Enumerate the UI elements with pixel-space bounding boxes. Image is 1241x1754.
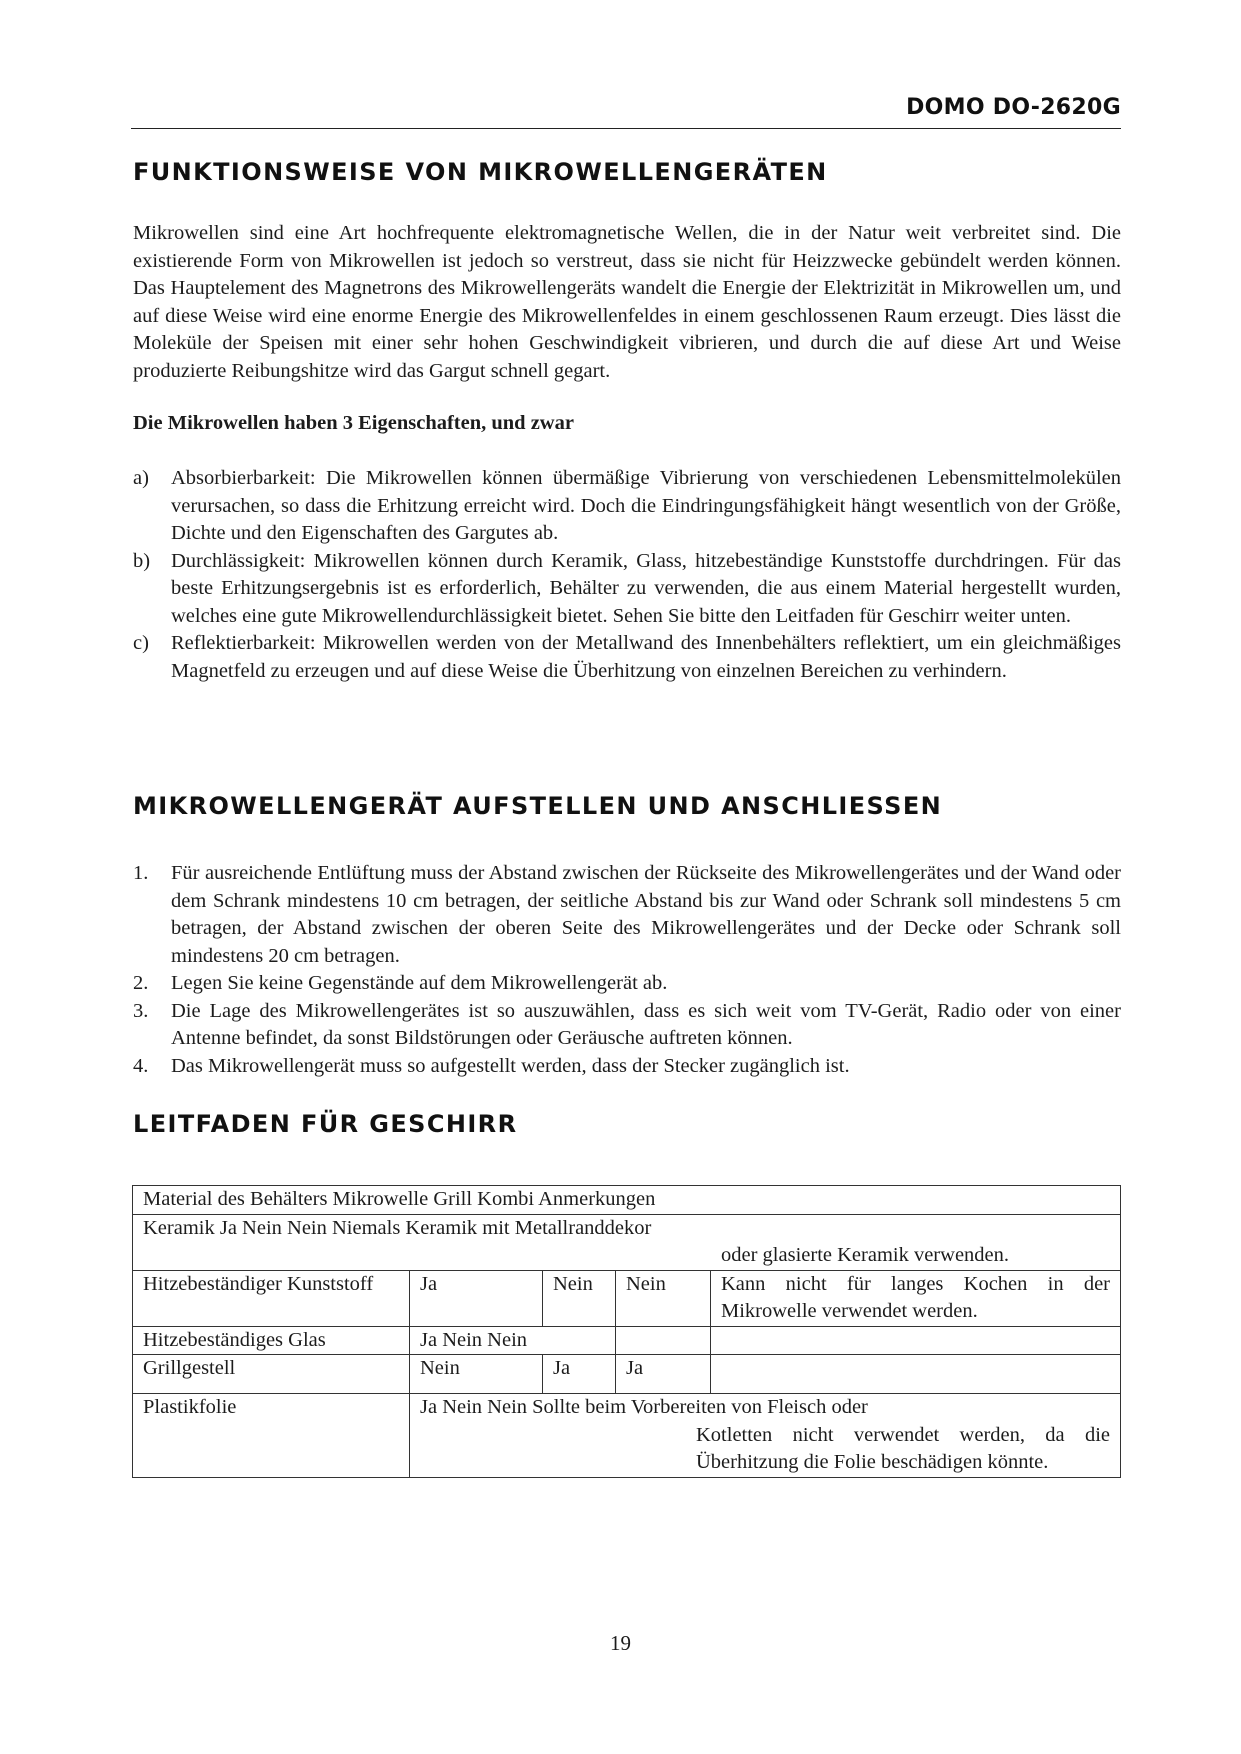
table-row (133, 1326, 1121, 1355)
section-title-funktionsweise: FUNKTIONSWEISE VON MIKROWELLENGERÄTEN (133, 158, 828, 186)
setup-list (133, 860, 1121, 1080)
list-item-text: Legen Sie keine Gegenstände auf dem Mikrowellengerät ab. (171, 972, 668, 994)
table-header-cell: Material des Behälters Mikrowelle Grill Kombi Anmerkungen (133, 1186, 1121, 1215)
table-cell-empty (616, 1326, 711, 1355)
table-cell-kombi: Ja (616, 1355, 711, 1394)
list-item-text: Reflektierbarkeit: Mikrowellen werden von der Metallwand des Innenbehälters reflektiert, um ein gleichmäßiges Magnetfeld zu erzeugen und auf diese Weise die Überhitzung von einzelnen Bereichen zu verhindern. (171, 632, 1121, 682)
table-cell-mikrowelle: Ja (410, 1270, 543, 1326)
list-item (133, 1053, 1121, 1081)
list-item-text: Die Lage des Mikrowellengerätes ist so auszuwählen, dass es sich weit vom TV-Gerät, Radio oder von einer Antenne befindet, da sonst Bildstörungen oder Geräusche auftreten können. (171, 999, 1121, 1049)
header-rule (131, 128, 1121, 129)
list-item-text: Das Mikrowellengerät muss so aufgestellt werden, dass der Stecker zugänglich ist. (171, 1054, 850, 1077)
model-header: DOMO DO-2620G (906, 95, 1121, 120)
section-title-aufstellen: MIKROWELLENGERÄT AUFSTELLEN UND ANSCHLIESSEN (133, 792, 943, 820)
list-marker: 4. (133, 1054, 149, 1077)
section-title-geschirr: LEITFADEN FÜR GESCHIRR (133, 1110, 518, 1138)
properties-subheading: Die Mikrowellen haben 3 Eigenschaften, und zwar (133, 412, 574, 434)
page-number: 19 (610, 1631, 631, 1655)
table-row (133, 1394, 1121, 1478)
list-item-text: Für ausreichende Entlüftung muss der Abstand zwischen der Rückseite des Mikrowellengerätes und der Wand oder dem Schrank mindestens 10 cm betragen, der seitliche Abstand bis zur Wand oder Schrank soll mindestens 5 cm betragen, der Abstand zwischen der oberen Seite des Mikrowellengerätes und der Decke oder Schrank soll mindestens 20 cm betragen. (171, 862, 1121, 967)
folie-line-2: Kotletten nicht verwendet werden, da die Überhitzung die Folie beschädigen könnte. (696, 1423, 1110, 1473)
list-item (133, 548, 1121, 631)
table-row (133, 1186, 1121, 1215)
cookware-table (132, 1185, 1121, 1478)
table-cell-material: Plastikfolie (133, 1394, 410, 1478)
list-marker: b) (133, 549, 151, 572)
list-item-text: Durchlässigkeit: Mikrowellen können durch Keramik, Glass, hitzebeständige Kunststoffe durchdringen. Für das beste Erhitzungsergebnis ist es erforderlich, Behälter zu verwenden, die aus einem Material hergestellt wurden, welches eine gute Mikrowellendurchlässigkeit bietet. Sehen Sie bitte den Leitfaden für Geschirr weiter unten. (171, 549, 1121, 627)
list-marker: a) (133, 467, 149, 489)
folie-line-1: Ja Nein Nein Sollte beim Vorbereiten von Fleisch oder (420, 1396, 868, 1418)
table-cell-material: Hitzebeständiger Kunststoff (133, 1270, 410, 1326)
keramik-line-2: oder glasierte Keramik verwenden. (721, 1244, 1010, 1266)
table-cell-mikrowelle: Nein (410, 1355, 543, 1394)
list-item (133, 998, 1121, 1053)
table-cell-empty (711, 1326, 1121, 1355)
table-cell (133, 1214, 1121, 1270)
list-item (133, 630, 1121, 685)
list-marker: 1. (133, 862, 149, 884)
list-item (133, 860, 1121, 970)
list-marker: c) (133, 632, 149, 654)
table-cell-empty (711, 1355, 1121, 1394)
table-cell-material: Hitzebeständiges Glas (133, 1326, 410, 1355)
table-cell-grill: Nein (543, 1270, 616, 1326)
table-row (133, 1355, 1121, 1394)
list-marker: 2. (133, 972, 149, 994)
table-row (133, 1214, 1121, 1270)
table-cell-anmerkungen: Kann nicht für langes Kochen in der Mikrowelle verwendet werden. (711, 1270, 1121, 1326)
list-item (133, 465, 1121, 548)
table-cell-grill: Ja (543, 1355, 616, 1394)
properties-list (133, 465, 1121, 685)
table-cell-material: Grillgestell (133, 1355, 410, 1394)
list-item-text: Absorbierbarkeit: Die Mikrowellen können übermäßige Vibrierung von verschiedenen Lebensmittelmolekülen verursachen, so dass die Erhitzung erreicht wird. Doch die Eindringungsfähigkeit hängt wesentlich von der Größe, Dichte und den Eigenschaften des Gargutes ab. (171, 467, 1121, 544)
table-cell (410, 1394, 1121, 1478)
table-cell-kombi: Nein (616, 1270, 711, 1326)
list-item (133, 970, 1121, 998)
table-row (133, 1270, 1121, 1326)
table-cell-values: Ja Nein Nein (410, 1326, 616, 1355)
list-marker: 3. (133, 999, 149, 1022)
intro-paragraph: Mikrowellen sind eine Art hochfrequente elektromagnetische Wellen, die in der Natur weit verbreitet sind. Die existierende Form von Mikrowellen ist jedoch so verstreut, dass sie nicht für Heizzwecke gebündelt werden können. Das Hauptelement des Magnetrons des Mikrowellengeräts wandelt die Energie der Elektrizität in Mikrowellen um, und auf diese Weise wird eine enorme Energie des Mikrowellenfeldes in einem geschlossenen Raum erzeugt. Dies lässt die Moleküle der Speisen mit einer sehr hohen Geschwindigkeit vibrieren, und durch die auf diese Art und Weise produzierte Reibungshitze wird das Gargut schnell gegart. (133, 222, 1121, 382)
keramik-line-1: Keramik Ja Nein Nein Niemals Keramik mit Metallranddekor (143, 1216, 652, 1239)
